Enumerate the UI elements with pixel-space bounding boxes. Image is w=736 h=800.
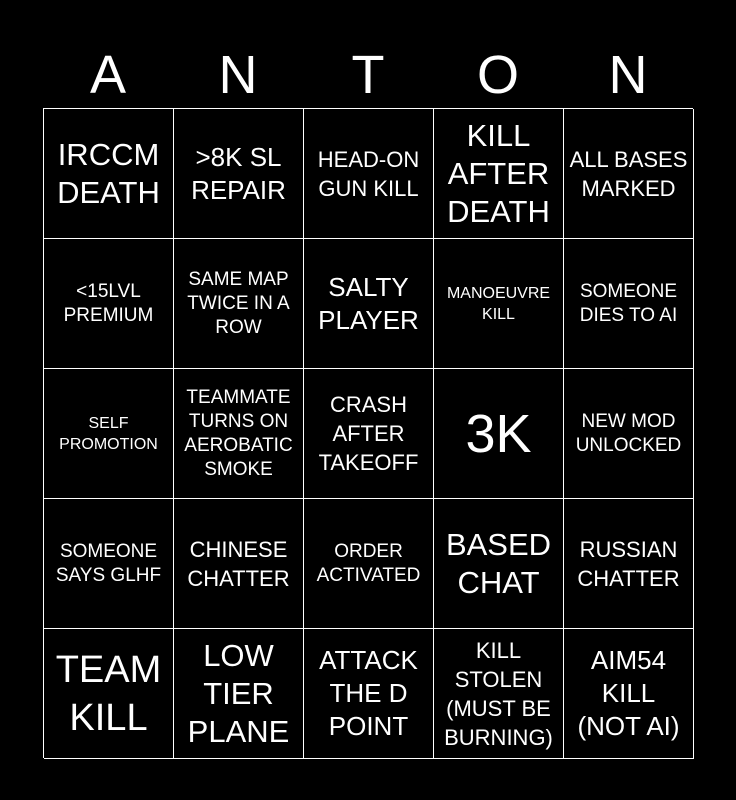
bingo-cell-r3c5[interactable]: NEW MOD UNLOCKED bbox=[564, 369, 694, 499]
bingo-cell-r3c2[interactable]: TEAMMATE TURNS ON AEROBATIC SMOKE bbox=[174, 369, 304, 499]
bingo-cell-r5c2[interactable]: LOW TIER PLANE bbox=[174, 629, 304, 759]
bingo-cell-r5c5[interactable]: AIM54 KILL (NOT AI) bbox=[564, 629, 694, 759]
header-letter-4: O bbox=[476, 45, 519, 105]
bingo-header bbox=[43, 42, 693, 108]
bingo-cell-r1c1[interactable]: IRCCM DEATH bbox=[44, 109, 174, 239]
header-letter-2: N bbox=[218, 45, 258, 105]
header-letter-5: N bbox=[608, 45, 648, 105]
bingo-cell-r3c3[interactable]: CRASH AFTER TAKEOFF bbox=[304, 369, 434, 499]
bingo-cell-r5c1[interactable]: TEAM KILL bbox=[44, 629, 174, 759]
bingo-cell-r2c2[interactable]: SAME MAP TWICE IN A ROW bbox=[174, 239, 304, 369]
bingo-cell-r4c5[interactable]: RUSSIAN CHATTER bbox=[564, 499, 694, 629]
header-letter-1: A bbox=[89, 45, 127, 105]
header-letter-3: T bbox=[351, 45, 385, 105]
bingo-cell-r4c1[interactable]: SOMEONE SAYS GLHF bbox=[44, 499, 174, 629]
bingo-cell-r4c4[interactable]: BASED CHAT bbox=[434, 499, 564, 629]
bingo-cell-r1c3[interactable]: HEAD-ON GUN KILL bbox=[304, 109, 434, 239]
bingo-board bbox=[43, 108, 693, 758]
bingo-cell-r2c3[interactable]: SALTY PLAYER bbox=[304, 239, 434, 369]
bingo-cell-r1c2[interactable]: >8K SL REPAIR bbox=[174, 109, 304, 239]
bingo-cell-r5c3[interactable]: ATTACK THE D POINT bbox=[304, 629, 434, 759]
bingo-cell-r3c4[interactable]: 3K bbox=[434, 369, 564, 499]
bingo-cell-r1c4[interactable]: KILL AFTER DEATH bbox=[434, 109, 564, 239]
bingo-cell-r4c3[interactable]: ORDER ACTIVATED bbox=[304, 499, 434, 629]
bingo-cell-r3c1[interactable]: SELF PROMOTION bbox=[44, 369, 174, 499]
bingo-cell-r4c2[interactable]: CHINESE CHATTER bbox=[174, 499, 304, 629]
bingo-cell-r2c1[interactable]: <15LVL PREMIUM bbox=[44, 239, 174, 369]
bingo-cell-r2c4[interactable]: MANOEUVRE KILL bbox=[434, 239, 564, 369]
bingo-cell-r2c5[interactable]: SOMEONE DIES TO AI bbox=[564, 239, 694, 369]
bingo-cell-r1c5[interactable]: ALL BASES MARKED bbox=[564, 109, 694, 239]
bingo-cell-r5c4[interactable]: KILL STOLEN (MUST BE BURNING) bbox=[434, 629, 564, 759]
